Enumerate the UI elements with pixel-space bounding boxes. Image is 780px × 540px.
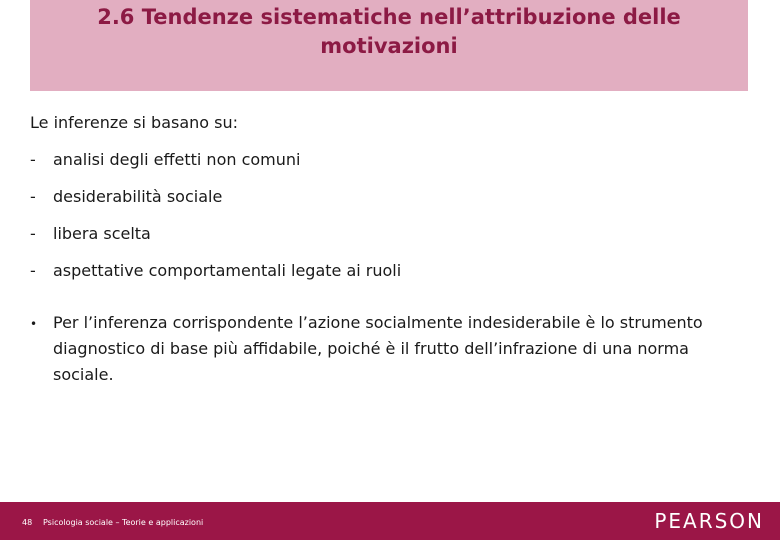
dash-marker: - (30, 224, 36, 243)
list-item-text: aspettative comportamentali legate ai ruoli (53, 261, 402, 280)
pearson-logo: PEARSON (654, 509, 764, 533)
bullet-text: Per l’inferenza corrispondente l’azione socialmente indesiderabile è lo strumento diagnostico di base più affidabile, poiché è il frutto dell’infrazione di una norma sociale. (53, 313, 703, 384)
list-item (30, 224, 401, 261)
list-item-text: libera scelta (53, 224, 151, 243)
dash-marker: - (30, 150, 36, 169)
list-item-text: analisi degli effetti non comuni (53, 150, 301, 169)
dash-list (30, 150, 401, 298)
footer-bar (0, 502, 780, 540)
bullet-marker: • (30, 317, 38, 331)
page-number: 48 (22, 518, 33, 527)
list-item (30, 261, 401, 298)
list-item (30, 150, 401, 187)
intro-text: Le inferenze si basano su: (30, 113, 239, 132)
book-title: Psicologia sociale – Teorie e applicazioni (43, 518, 204, 527)
list-item (30, 187, 401, 224)
dash-marker: - (30, 187, 36, 206)
list-item-text: desiderabilità sociale (53, 187, 223, 206)
dash-marker: - (30, 261, 36, 280)
bullet-paragraph (30, 310, 750, 388)
slide-title: 2.6 Tendenze sistematiche nell’attribuzione delle motivazioni (97, 5, 681, 58)
